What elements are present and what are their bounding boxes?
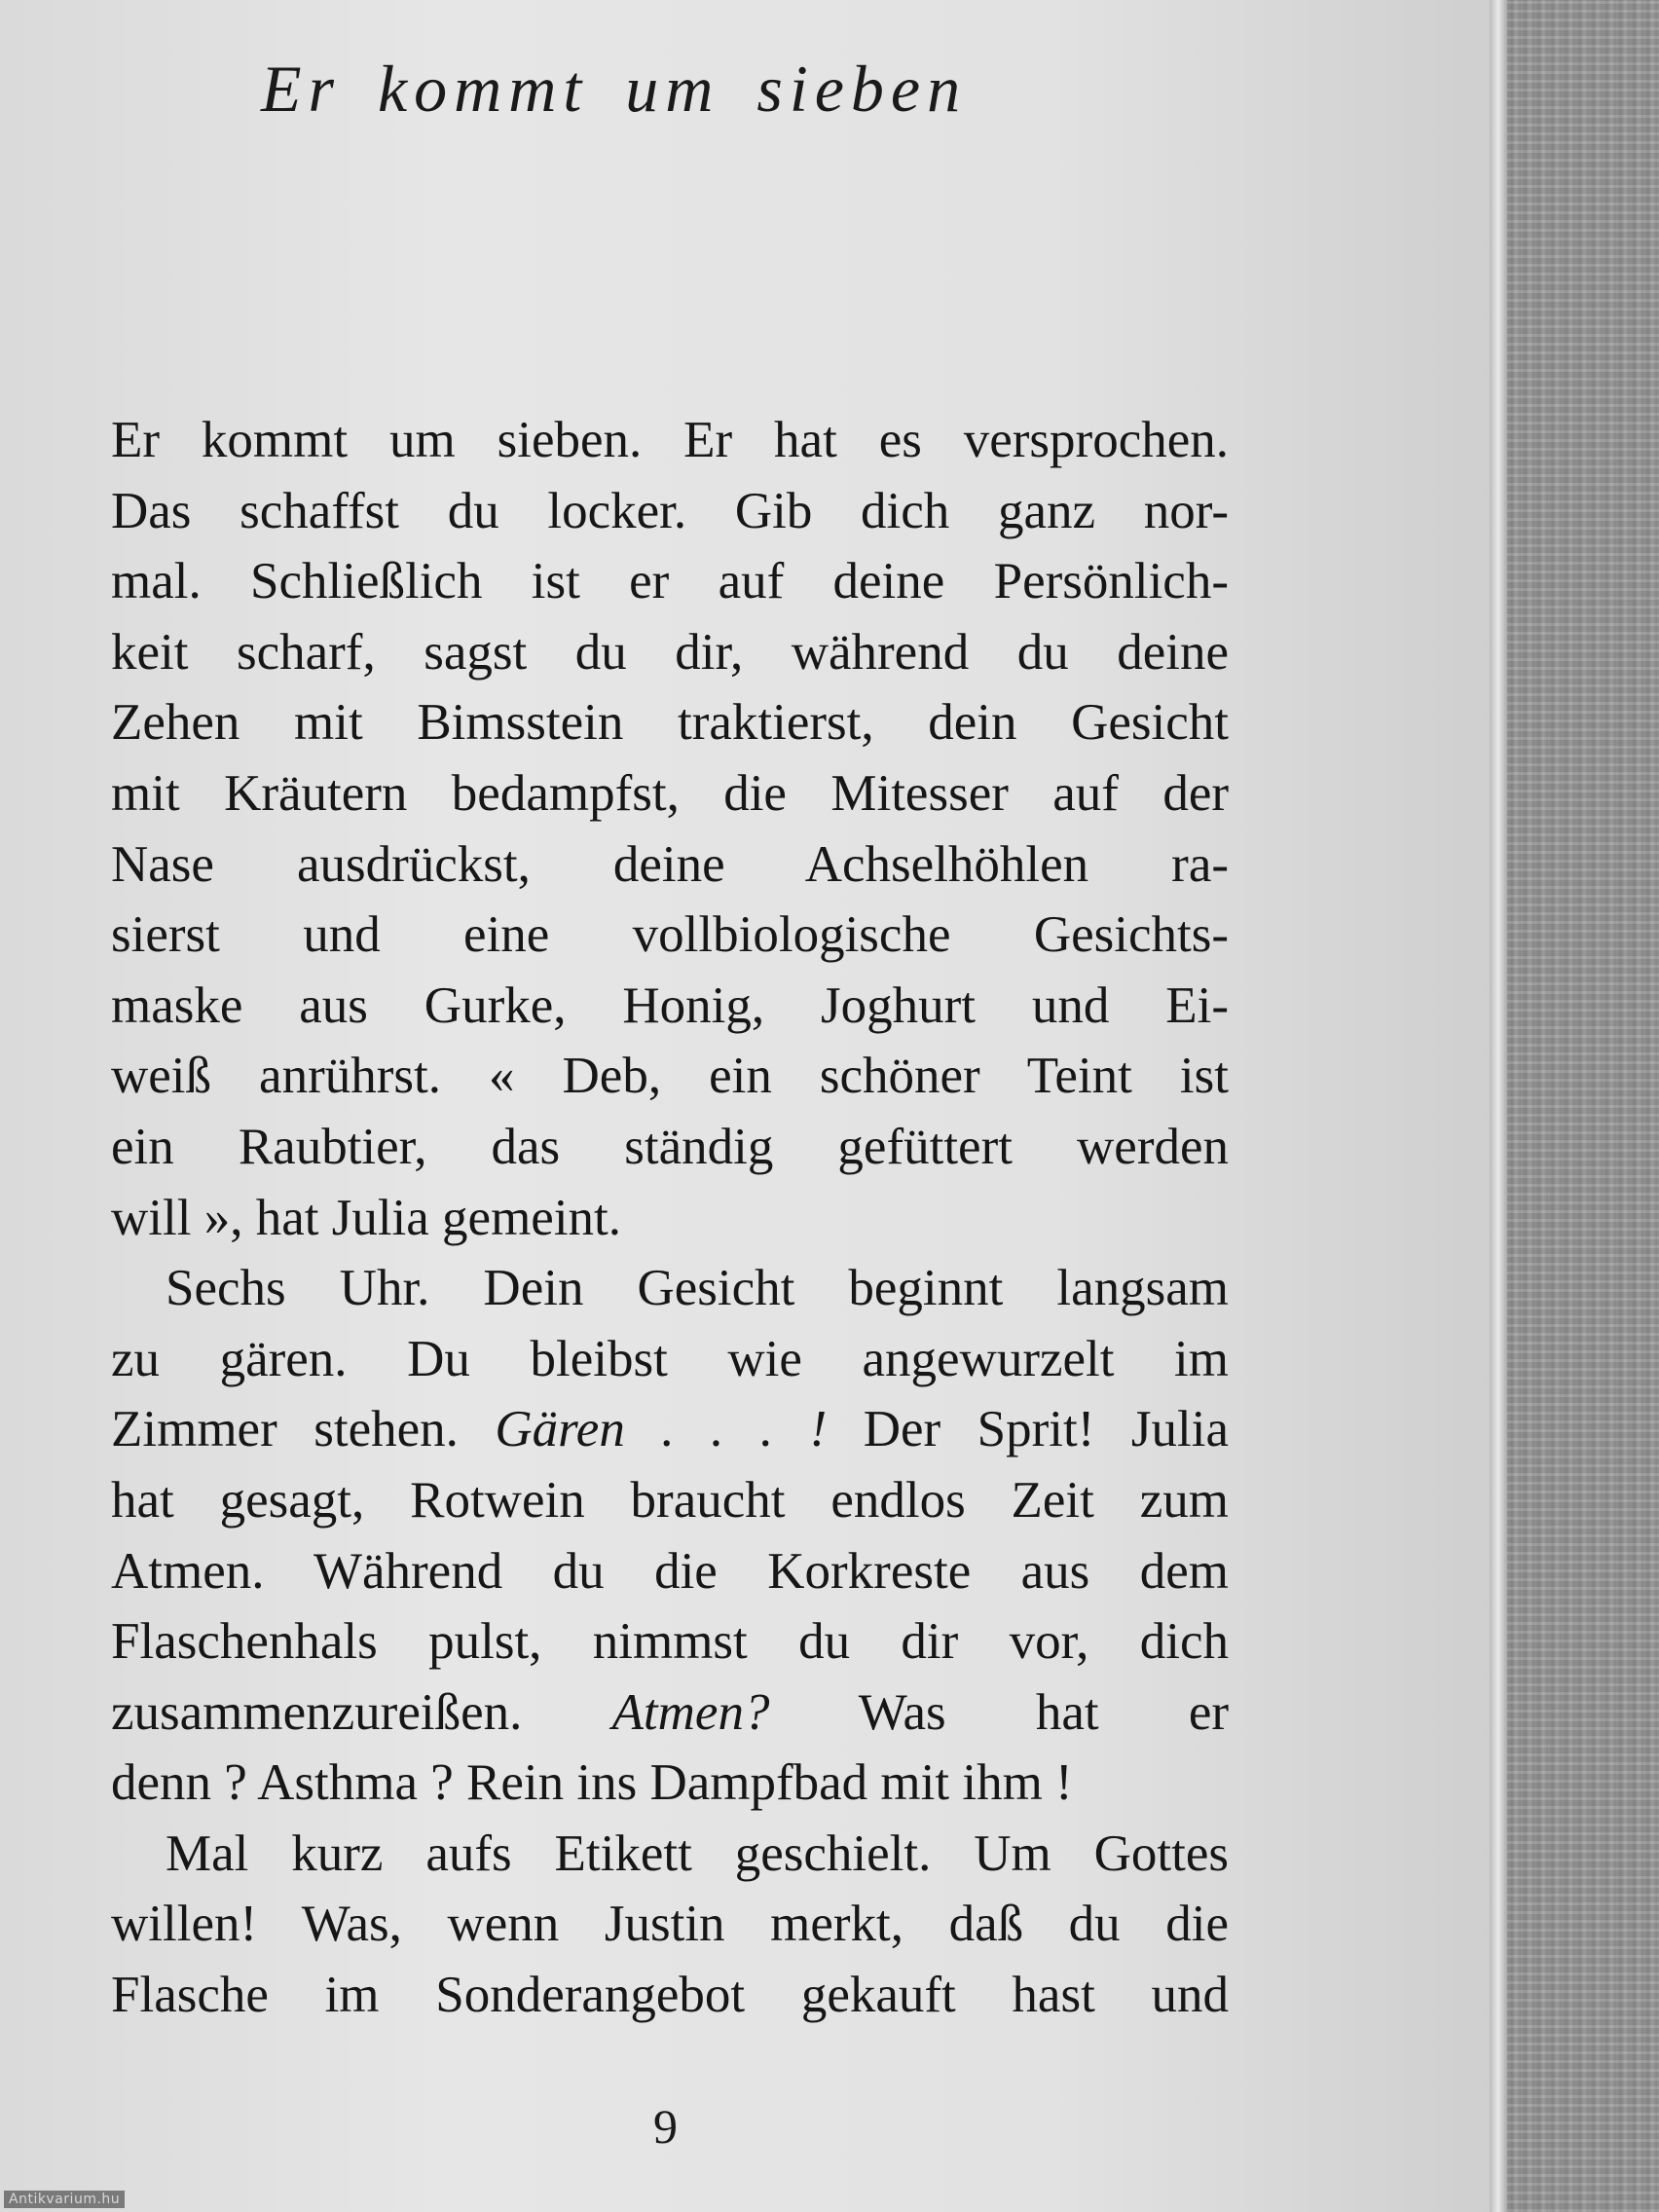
text-line: Das schaffst du locker. Gib dich ganz nor- — [111, 482, 1229, 539]
page-edge — [1490, 0, 1507, 2212]
watermark-label: Antikvarium.hu — [4, 2191, 125, 2208]
text-line: mit Kräutern bedampfst, die Mitesser auf der — [111, 764, 1229, 822]
text-line: willen! Was, wenn Justin merkt, daß du die — [111, 1896, 1229, 1953]
text-line: Atmen. Während du die Korkreste aus dem — [111, 1542, 1229, 1600]
text-line: Flasche im Sonderangebot gekauft hast und — [111, 1967, 1229, 2024]
text-segment: zusammenzureißen. — [111, 1683, 612, 1741]
text-line: Er kommt um sieben. Er hat es versprochen. — [111, 412, 1229, 468]
text-line: zu gären. Du bleibst wie angewurzelt im — [111, 1330, 1229, 1387]
text-line: mal. Schließlich ist er auf deine Persönlich- — [111, 553, 1229, 610]
text-line — [111, 1677, 1229, 1749]
paragraph — [111, 1819, 1229, 2031]
text-segment: Zimmer stehen. — [111, 1401, 496, 1458]
text-segment: Der Sprit! Julia — [827, 1401, 1229, 1458]
text-line: ein Raubtier, das ständig gefüttert werden — [111, 1118, 1229, 1175]
text-line: Mal kurz aufs Etikett geschielt. Um Gottes — [166, 1825, 1229, 1882]
text-line: keit scharf, sagst du dir, während du deine — [111, 623, 1229, 681]
wood-background — [1507, 0, 1659, 2212]
text-line — [111, 1394, 1229, 1465]
italic-segment: Atmen? — [611, 1683, 770, 1741]
text-segment: Was hat er — [769, 1683, 1229, 1741]
paragraph — [111, 1253, 1229, 1819]
text-line: Sechs Uhr. Dein Gesicht beginnt langsam — [166, 1260, 1229, 1317]
text-line: will », hat Julia gemeint. — [111, 1189, 622, 1246]
body-text — [111, 405, 1229, 2031]
text-line: weiß anrührst. « Deb, ein schöner Teint ist — [111, 1048, 1229, 1105]
text-line: Nase ausdrückst, deine Achselhöhlen ra- — [111, 835, 1229, 893]
page-number: 9 — [653, 2099, 678, 2154]
text-line: denn ? Asthma ? Rein ins Dampfbad mit ihm ! — [111, 1754, 1073, 1812]
text-line: Zehen mit Bimsstein traktierst, dein Gesicht — [111, 694, 1229, 752]
italic-segment: Gären . . . ! — [495, 1401, 828, 1458]
text-line: maske aus Gurke, Honig, Joghurt und Ei- — [111, 977, 1229, 1034]
chapter-title: Er kommt um sieben — [261, 52, 968, 126]
text-line: Flaschenhals pulst, nimmst du dir vor, dich — [111, 1613, 1229, 1671]
text-line: sierst und eine vollbiologische Gesichts- — [111, 906, 1229, 964]
text-line: hat gesagt, Rotwein braucht endlos Zeit zum — [111, 1471, 1229, 1529]
paragraph — [111, 405, 1229, 1253]
